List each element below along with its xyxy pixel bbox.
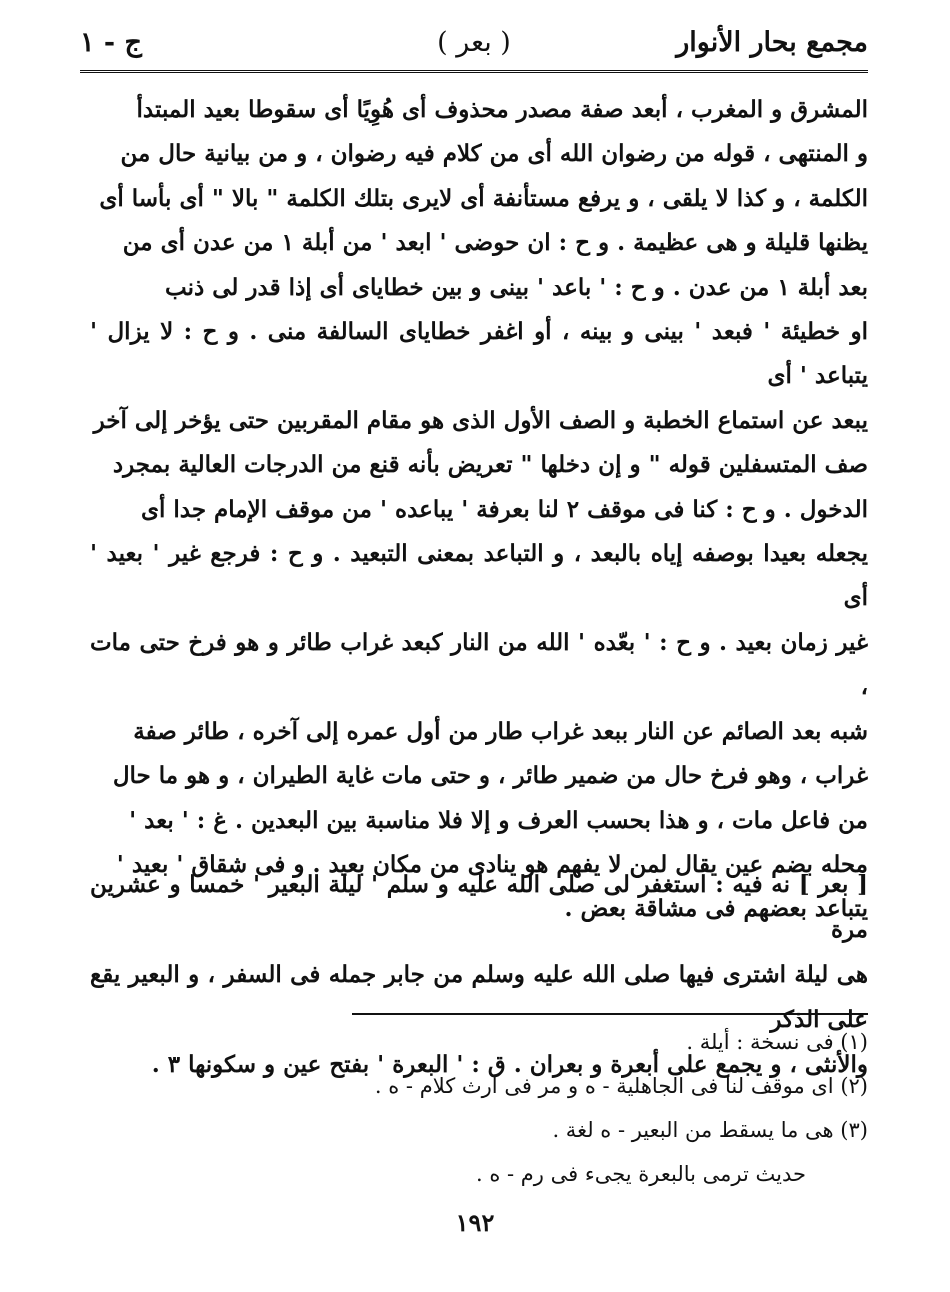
header-rule bbox=[80, 70, 868, 73]
footnotes bbox=[300, 1020, 868, 1196]
entry-heading: ( بعر ) bbox=[437, 26, 511, 58]
footnote-2: (٢) اى موقف لنا فى الجاهلية - ه و مر فى ارث كلام - ه . bbox=[374, 1074, 868, 1098]
text-line: غير زمان بعيد . و ح : ' بعّده ' الله من النار كبعد غراب طائر و هو فرخ حتى مات ، bbox=[90, 628, 868, 701]
text-line: بعد أبلة ١ من عدن . و ح : ' باعد ' بينى و بين خطاياى أى إذا قدر لى ذنب bbox=[165, 273, 868, 301]
entry-line: [ بعر ] نه فيه : استغفر لى صلى الله عليه و سلم ' ليلة البعير ' خمسا و عشرين مرة bbox=[90, 871, 868, 943]
text-line: يبعد عن استماع الخطبة و الصف الأول الذى هو مقام المقربين حتى يؤخر إلى آخر bbox=[93, 406, 868, 434]
text-line: شبه بعد الصائم عن النار ببعد غراب طار من أول عمره إلى آخره ، طائر صفة bbox=[133, 717, 868, 745]
main-text bbox=[90, 88, 868, 932]
text-line: المشرق و المغرب ، أبعد صفة مصدر محذوف أى هُوِيًا أى سقوطا بعيد المبتدأ bbox=[136, 96, 868, 123]
entry-line: هى ليلة اشترى فيها صلى الله عليه وسلم من جابر جمله فى السفر ، و البعير يقع على الذكر bbox=[90, 961, 868, 1033]
text-line: غراب ، وهو فرخ حال من ضمير طائر ، و حتى مات غاية الطيران ، و هو ما حال bbox=[112, 762, 868, 790]
volume-label: ج - ١ bbox=[80, 26, 142, 58]
text-line: الدخول . و ح : كنا فى موقف ٢ لنا بعرفة ' يباعده ' من موقف الإمام جدا أى bbox=[140, 495, 868, 523]
footnote-3: (٣) هى ما يسقط من البعير - ه لغة . bbox=[552, 1118, 868, 1142]
text-line: يتباعد بعضهم فى مشاقة بعض . bbox=[564, 895, 868, 923]
text-line: و المنتهى ، قوله من رضوان الله أى من كلام فيه رضوان ، و من بيانية حال من bbox=[120, 140, 868, 168]
footnote-1: (١) فى نسخة : أيلة . bbox=[686, 1030, 868, 1054]
entry-line: والأنثى ، و يجمع على أبعرة و بعران . ق : ' البعرة ' بفتح عين و سكونها ٣ . bbox=[151, 1051, 868, 1078]
text-line: او خطيئة ' فبعد ' بينى و بينه ، أو اغفر خطاياى السالفة منى . و ح : لا يزال ' يتباعد ' أى bbox=[90, 318, 868, 390]
text-line: محله بضم عين يقال لمن لا يفهم هو ينادى من مكان بعيد . و فى شقاق ' بعيد ' bbox=[116, 850, 868, 878]
footnote-rule bbox=[352, 1013, 868, 1015]
text-line: يجعله بعيدا بوصفه إياه بالبعد ، و التباعد بمعنى التبعيد . و ح : فرجع غير ' بعيد ' أى bbox=[90, 540, 868, 612]
running-header bbox=[80, 18, 868, 66]
book-title: مجمع بحار الأنوار bbox=[676, 26, 868, 58]
text-line: من فاعل مات ، و هذا بحسب العرف و إلا فلا مناسبة بين البعدين . غ : ' بعد ' bbox=[129, 806, 868, 834]
footnote-3-continuation: حديث ترمى بالبعرة يجىء فى رم - ه . bbox=[476, 1162, 806, 1186]
text-line: يظنها قليلة و هى عظيمة . و ح : ان حوضى ' ابعد ' من أبلة ١ من عدن أى من bbox=[122, 229, 868, 257]
text-line: الكلمة ، و كذا لا يلقى ، و يرفع مستأنفة أى لايرى بتلك الكلمة " بالا " أى بأسا أى bbox=[99, 184, 868, 212]
text-line: صف المتسفلين قوله " و إن دخلها " تعريض بأنه قنع من الدرجات العالية بمجرد bbox=[112, 451, 868, 479]
page-number: ١٩٢ bbox=[455, 1208, 495, 1237]
